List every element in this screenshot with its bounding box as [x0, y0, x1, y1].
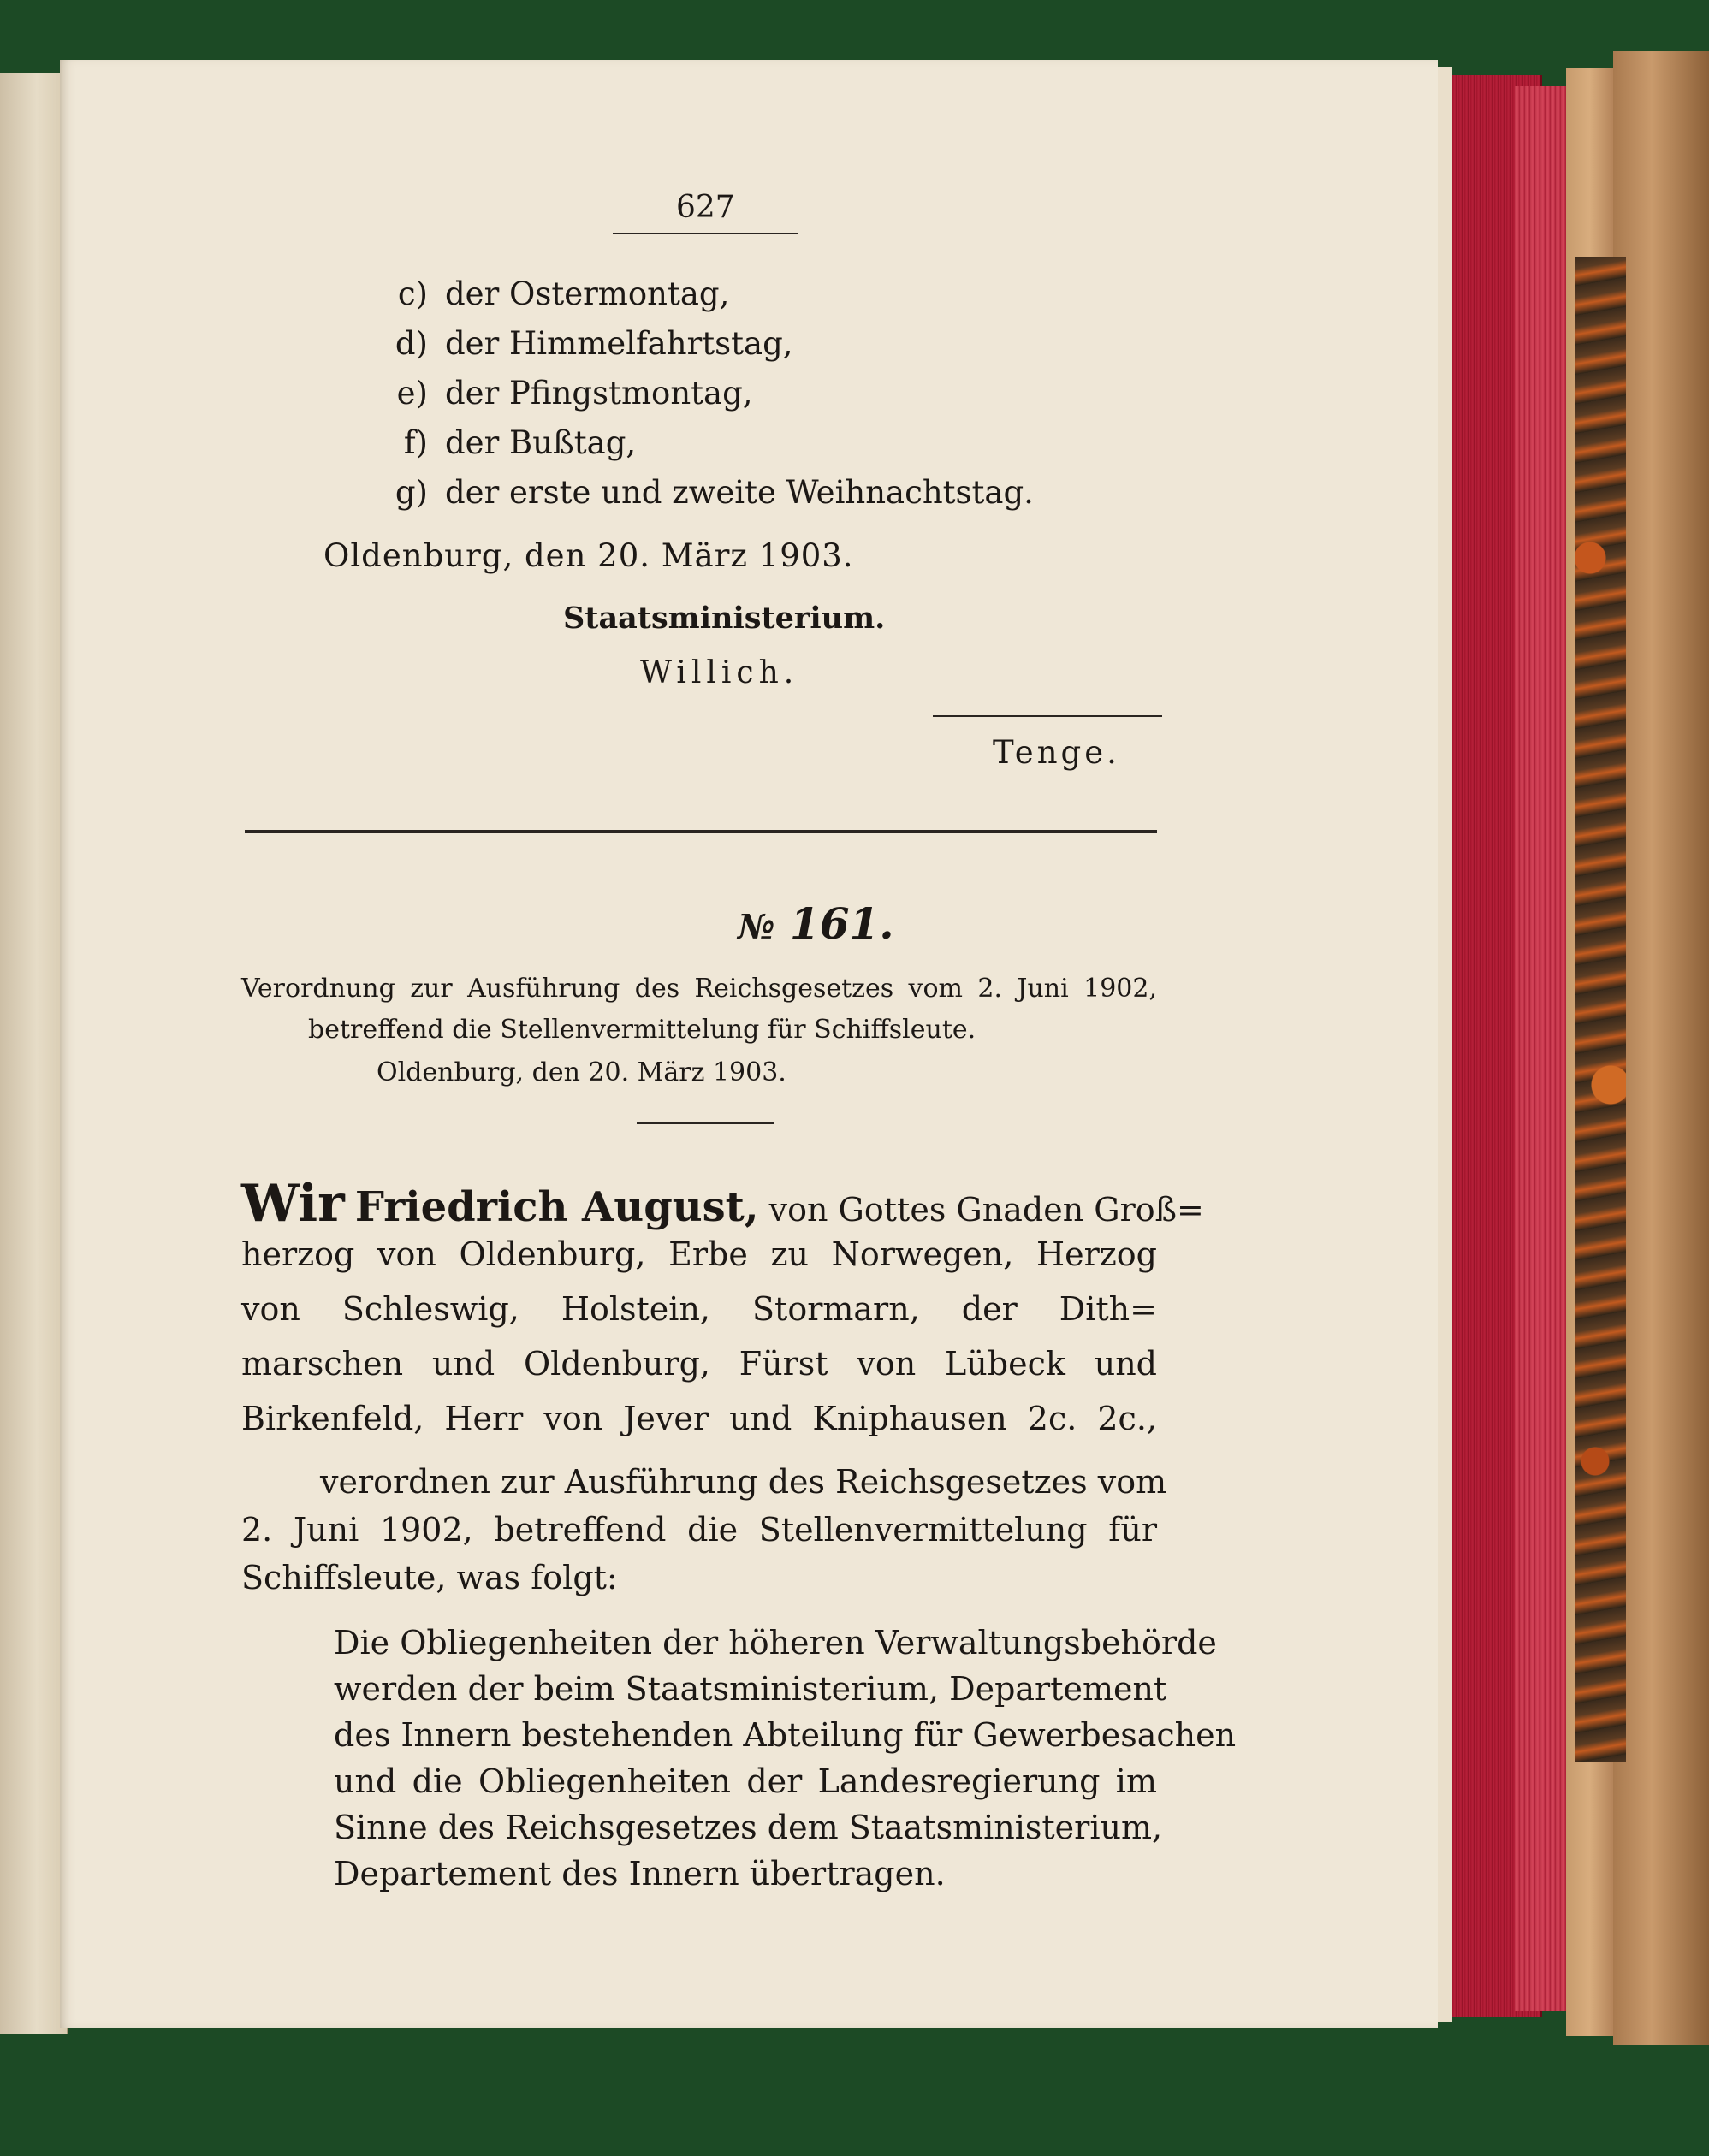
place-date: Oldenburg, den 20. März 1903. [323, 537, 854, 574]
red-fore-edge-inner [1515, 86, 1566, 2011]
list-item-text: der Himmelfahrtstag, [445, 325, 793, 362]
list-item-label: c) [397, 275, 428, 312]
provision-line: des Innern bestehenden Abteilung für Gewerbesachen [334, 1716, 1237, 1754]
list-item-text: der Bußtag, [445, 424, 637, 461]
signatory: Willich. [640, 655, 799, 690]
provision-line: und die Obliegenheiten der Landesregierung im [334, 1762, 1157, 1800]
preamble-line [241, 1174, 1204, 1234]
preamble-text: von Gottes Gnaden Groß= [768, 1191, 1204, 1229]
preamble-line: von Schleswig, Holstein, Stormarn, der Dith= [241, 1290, 1157, 1328]
section-divider [245, 830, 1157, 833]
ordinance-place-date: Oldenburg, den 20. März 1903. [377, 1057, 786, 1087]
enacting-line: 2. Juni 1902, betreffend die Stellenvermittelung für [241, 1511, 1157, 1549]
enacting-line: Schiffsleute, was folgt: [241, 1559, 618, 1596]
countersignatory: Tenge. [993, 734, 1120, 771]
signature-rule [933, 715, 1162, 717]
ordinance-title-line: Verordnung zur Ausführung des Reichsgesetzes vom 2. Juni 1902, [241, 974, 1157, 1004]
ordinance-title-line: betreffend die Stellenvermittelung für Schiffsleute. [308, 1015, 976, 1045]
preamble-line: herzog von Oldenburg, Erbe zu Norwegen, Herzog [241, 1235, 1157, 1273]
list-item-label: d) [395, 325, 428, 362]
ordinance-number [738, 898, 894, 949]
page-number: 627 [676, 190, 735, 225]
list-item-text: der Ostermontag, [445, 275, 730, 312]
header-rule [613, 233, 798, 234]
provision-line: werden der beim Staatsministerium, Departement [334, 1670, 1167, 1708]
previous-page-edge [0, 73, 68, 2034]
list-item-label: g) [395, 474, 428, 511]
provision-line: Die Obliegenheiten der höheren Verwaltungsbehörde [334, 1624, 1217, 1661]
preamble-initial: Wir [241, 1174, 345, 1234]
provision-line: Sinne des Reichsgesetzes dem Staatsministerium, [334, 1809, 1163, 1846]
marbled-endpaper [1575, 257, 1626, 1762]
list-item-label: f) [403, 424, 428, 461]
number-value: 161. [789, 898, 894, 949]
preamble-line: Birkenfeld, Herr von Jever und Kniphausen 2c. 2c., [241, 1400, 1157, 1437]
title-rule [637, 1122, 774, 1124]
list-item-text: der Pfingstmontag, [445, 375, 753, 412]
issuer: Staatsministerium. [563, 601, 886, 636]
book-cover-leather [1613, 51, 1709, 2045]
preamble-line: marschen und Oldenburg, Fürst von Lübeck und [241, 1345, 1157, 1383]
number-sign: № [738, 907, 775, 947]
ruler-name: Friedrich August, [354, 1183, 759, 1231]
list-item-label: e) [396, 375, 428, 412]
page-stack-edge [1436, 67, 1452, 2022]
enacting-line: verordnen zur Ausführung des Reichsgesetzes vom [320, 1463, 1167, 1501]
list-item-text: der erste und zweite Weihnachtstag. [445, 474, 1034, 511]
provision-line: Departement des Innern übertragen. [334, 1855, 946, 1892]
